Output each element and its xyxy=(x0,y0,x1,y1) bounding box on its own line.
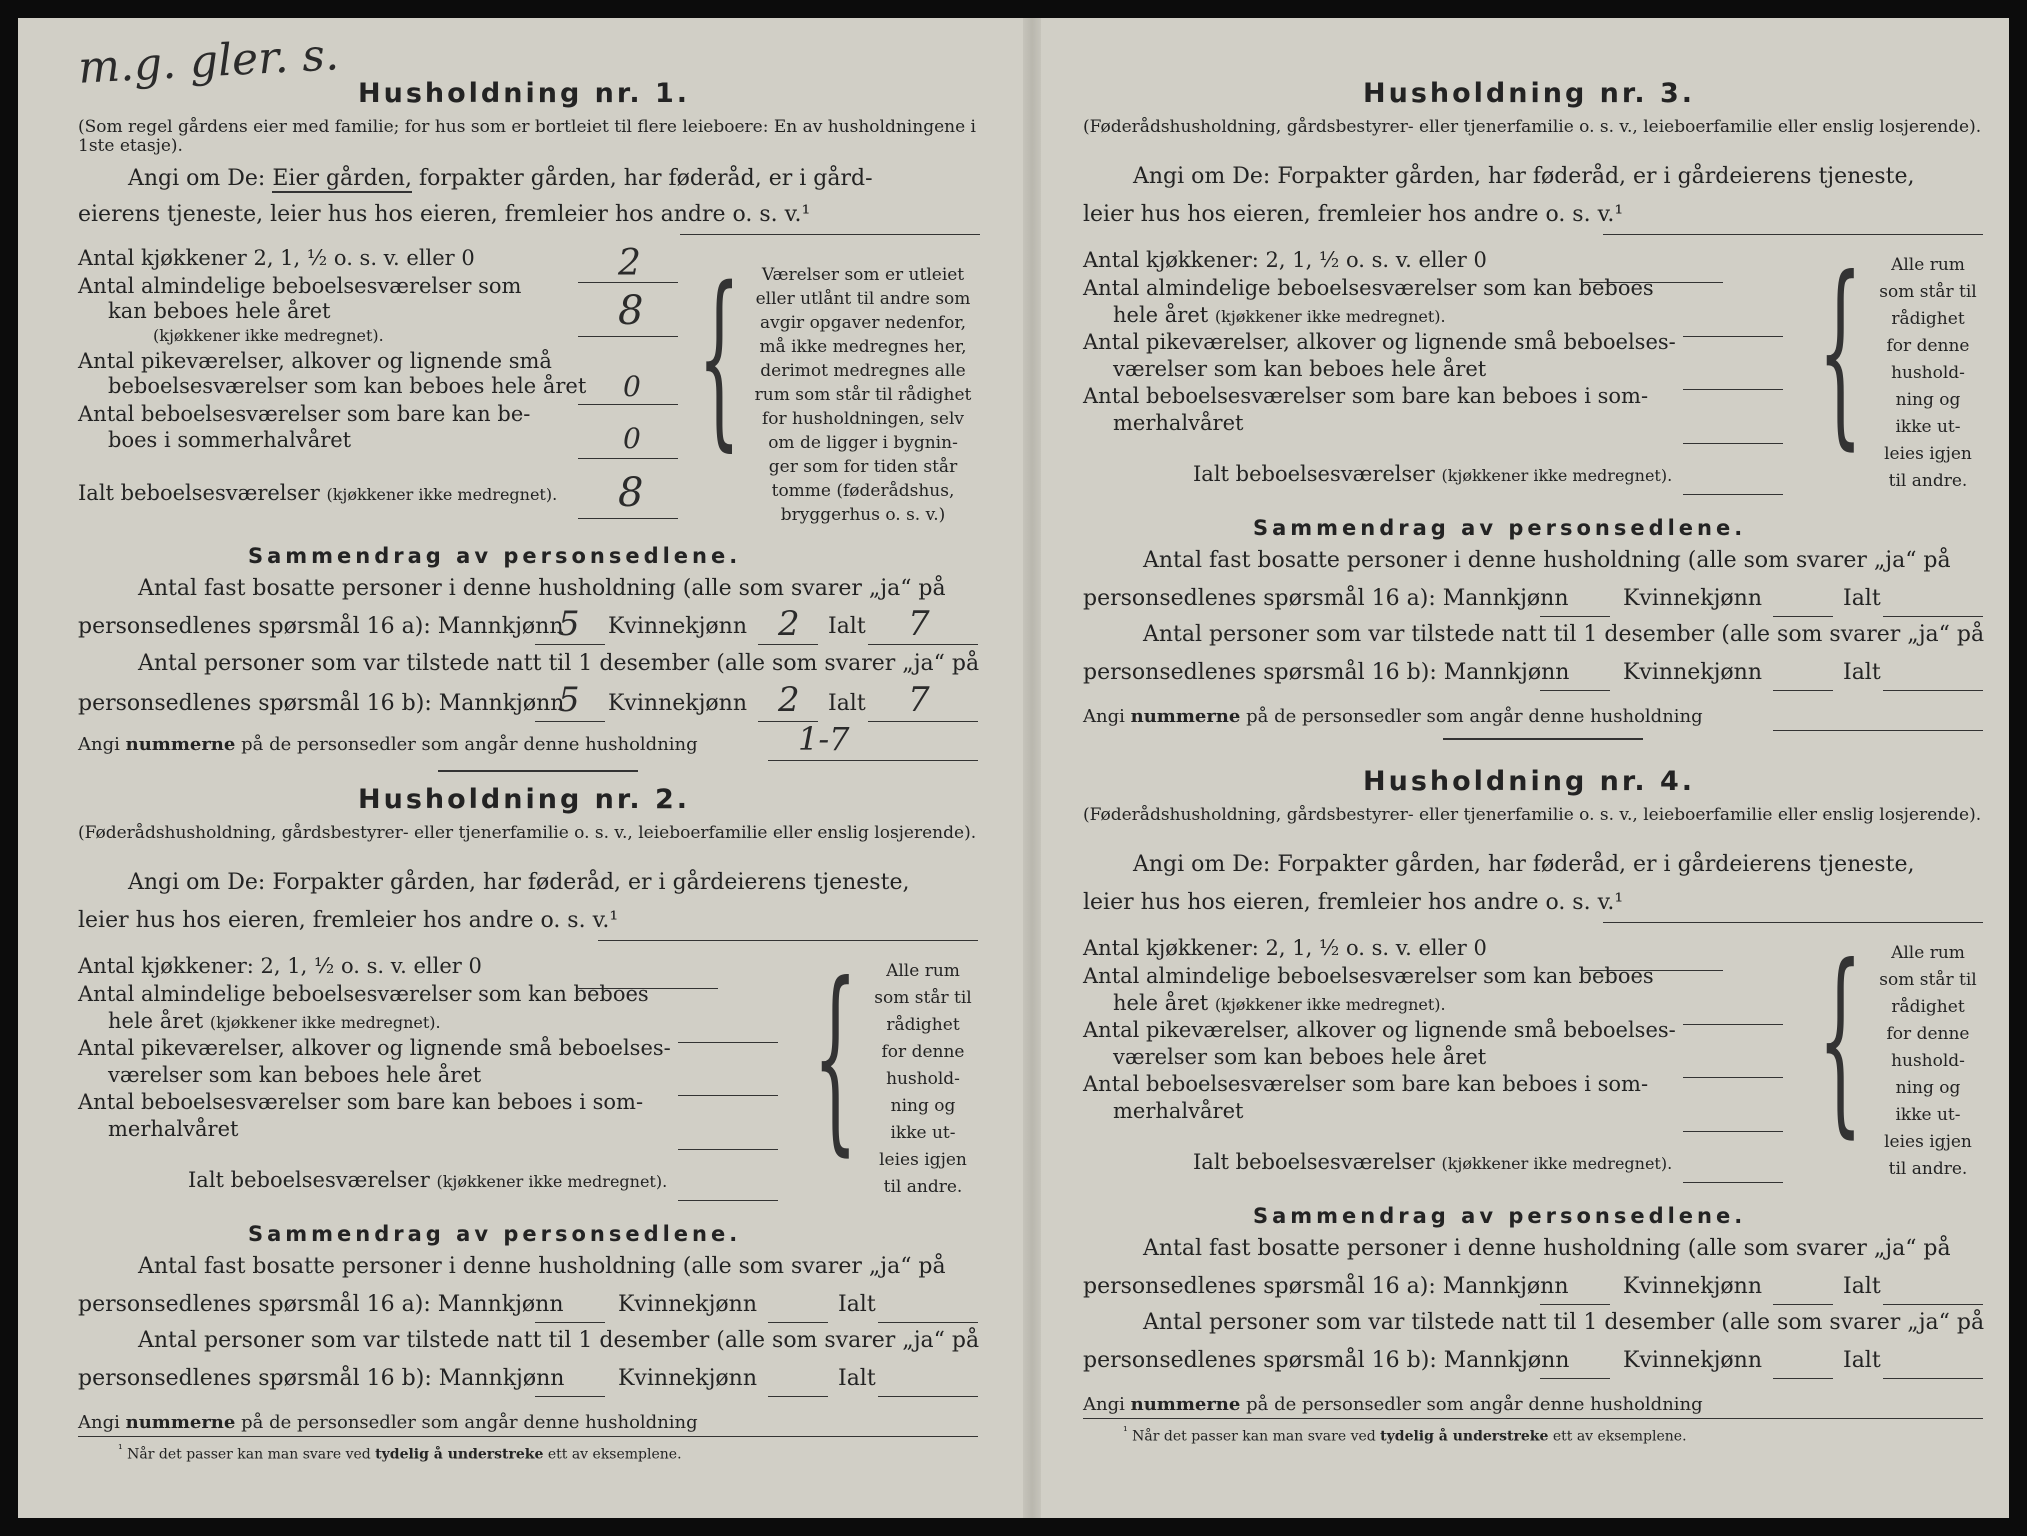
small-rooms-label-2: værelser som kan beboes hele året xyxy=(1113,1045,1487,1069)
q16b-female-value: 2 xyxy=(778,680,800,720)
numbers-angi: Angi xyxy=(1083,1394,1125,1415)
side-brace: { xyxy=(1818,923,1863,1156)
angi-fill-line[interactable] xyxy=(680,208,980,235)
angi-line-2: eierens tjeneste, leier hus hos eieren, fremleier hos andre o. s. v.¹ xyxy=(78,202,811,227)
angi-fill-line[interactable] xyxy=(1603,896,1983,923)
left-page xyxy=(58,18,1018,1518)
q16a-line-2 xyxy=(1083,1276,1569,1298)
q16b-female-field[interactable] xyxy=(1773,1352,1833,1379)
household-title: Husholdning nr. 3. xyxy=(1363,78,1696,109)
total-rooms-label xyxy=(188,1170,667,1191)
numbers-text: på de personsedler som angår denne husholdning xyxy=(1246,706,1703,727)
q16b-label: personsedlenes spørsmål 16 b): xyxy=(78,691,432,716)
angi-line-1: Angi om De: Forpakter gården, har føderåd, er i gårdeierens tjeneste, xyxy=(128,870,910,895)
summary-title: Sammendrag av personsedlene. xyxy=(248,1222,742,1246)
q16a-label: personsedlenes spørsmål 16 a): xyxy=(78,1292,431,1317)
ordinary-rooms-label-2 xyxy=(1113,993,1446,1014)
page-fold xyxy=(1023,18,1041,1518)
q16b-total-field[interactable] xyxy=(1883,664,1983,691)
footnote xyxy=(1123,1424,1687,1445)
q16b-label: personsedlenes spørsmål 16 b): xyxy=(1083,1348,1437,1373)
total-rooms-text: Ialt beboelsesværelser xyxy=(78,481,320,505)
numbers-line xyxy=(78,1414,698,1432)
hele-aret: hele året xyxy=(108,1009,204,1033)
side-note-line: leies igjen xyxy=(879,1150,967,1170)
ordinary-rooms-value: 8 xyxy=(618,288,644,334)
footnote-mark: ¹ xyxy=(1123,1424,1128,1438)
total-label: Ialt xyxy=(1843,1348,1881,1373)
numbers-bold: nummerne xyxy=(1130,706,1241,727)
side-note-line: Alle rum xyxy=(1891,943,1965,963)
handwritten-header: m.g. gler. s. xyxy=(76,29,341,94)
numbers-field[interactable] xyxy=(768,1410,978,1437)
numbers-angi: Angi xyxy=(1083,706,1125,727)
total-label: Ialt xyxy=(828,614,866,639)
q16b-label: personsedlenes spørsmål 16 b): xyxy=(78,1366,432,1391)
household-separator xyxy=(438,770,638,772)
footnote-text-bold: tydelig å understreke xyxy=(375,1446,544,1463)
q16b-total-value: 7 xyxy=(908,680,930,720)
ordinary-rooms-label-2 xyxy=(1113,305,1446,326)
household-3 xyxy=(1063,80,2023,770)
side-note-line: som står til xyxy=(1879,282,1977,302)
summer-rooms-label: Antal beboelsesværelser som bare kan beboes i som- xyxy=(78,1090,644,1114)
summer-rooms-value: 0 xyxy=(623,422,641,455)
q16a-male-field[interactable] xyxy=(1540,590,1610,617)
q16b-label: personsedlenes spørsmål 16 b): xyxy=(1083,660,1437,685)
total-rooms-value: 8 xyxy=(618,470,644,516)
female-label: Kvinnekjønn xyxy=(1623,1348,1762,1373)
ordinary-rooms-field[interactable] xyxy=(1683,998,1783,1025)
household-title: Husholdning nr. 4. xyxy=(1363,766,1696,797)
side-note-line: for husholdningen, selv xyxy=(761,409,965,429)
numbers-field[interactable] xyxy=(1773,704,1983,731)
side-note-line: ning og xyxy=(1895,1078,1961,1098)
household-title: Husholdning nr. 1. xyxy=(358,78,691,109)
footnote-text-a: Når det passer kan man svare ved xyxy=(1132,1428,1376,1445)
summer-rooms-label-2: merhalvåret xyxy=(108,1117,239,1141)
numbers-field[interactable] xyxy=(1773,1392,1983,1419)
female-label: Kvinnekjønn xyxy=(618,1366,757,1391)
total-rooms-note: (kjøkkener ikke medregnet). xyxy=(326,485,558,504)
side-note-line: rådighet xyxy=(1891,997,1965,1017)
household-note: (Føderådshusholdning, gårdsbestyrer- eller tjenerfamilie o. s. v., leieboerfamilie eller enslig losjerende). xyxy=(1083,805,1982,825)
q16b-line-1: Antal personer som var tilstede natt til 1 desember (alle som svarer „ja“ på xyxy=(138,651,980,676)
total-rooms-text: Ialt beboelsesværelser xyxy=(1193,1150,1435,1174)
q16a-total-field[interactable] xyxy=(1883,590,1983,617)
summer-rooms-label: Antal beboelsesværelser som bare kan beboes i som- xyxy=(1083,1072,1649,1096)
side-note-line: leies igjen xyxy=(1884,1132,1972,1152)
total-label: Ialt xyxy=(1843,660,1881,685)
kitchen-note: (kjøkkener ikke medregnet). xyxy=(1214,307,1446,326)
q16a-line-1: Antal fast bosatte personer i denne husholdning (alle som svarer „ja“ på xyxy=(1143,548,1951,573)
footnote-text-a: Når det passer kan man svare ved xyxy=(127,1446,371,1463)
angi-lead: Angi om De: xyxy=(128,166,266,191)
side-note-line: til andre. xyxy=(1888,471,1968,491)
male-label: Mannkjønn xyxy=(1442,586,1569,611)
q16a-total-field[interactable] xyxy=(878,1296,978,1323)
angi-line-1: Angi om De: Forpakter gården, har føderåd, er i gårdeierens tjeneste, xyxy=(1133,164,1915,189)
side-note-line: som står til xyxy=(874,988,972,1008)
total-rooms-text: Ialt beboelsesværelser xyxy=(1193,462,1435,486)
q16a-label: personsedlenes spørsmål 16 a): xyxy=(1083,586,1436,611)
q16a-female-field[interactable] xyxy=(1773,590,1833,617)
angi-line-2: leier hus hos eieren, fremleier hos andre o. s. v.¹ xyxy=(1083,202,1624,227)
q16a-female-value: 2 xyxy=(778,604,800,644)
numbers-line xyxy=(1083,1396,1703,1414)
male-label: Mannkjønn xyxy=(1443,1348,1570,1373)
small-rooms-label: Antal pikeværelser, alkover og lignende små beboelses- xyxy=(78,1036,671,1060)
small-rooms-field[interactable] xyxy=(1683,363,1783,390)
household-note: (Føderådshusholdning, gårdsbestyrer- eller tjenerfamilie o. s. v., leieboerfamilie eller enslig losjerende). xyxy=(78,823,977,843)
small-rooms-value: 0 xyxy=(623,370,641,403)
side-note-line: for denne xyxy=(881,1042,965,1062)
summary-title: Sammendrag av personsedlene. xyxy=(1253,1204,1747,1228)
summer-rooms-label: Antal beboelsesværelser som bare kan beboes i som- xyxy=(1083,384,1649,408)
q16a-label: personsedlenes spørsmål 16 a): xyxy=(1083,1274,1436,1299)
kitchens-label: Antal kjøkkener: 2, 1, ½ o. s. v. eller 0 xyxy=(1083,936,1487,960)
census-form-sheet xyxy=(18,18,2009,1518)
footnote-rule xyxy=(1083,1418,1983,1419)
female-label: Kvinnekjønn xyxy=(1623,1274,1762,1299)
q16a-female-field[interactable] xyxy=(768,1296,828,1323)
female-label: Kvinnekjønn xyxy=(608,691,747,716)
q16b-female-field[interactable] xyxy=(768,1370,828,1397)
side-note-line: Alle rum xyxy=(1891,255,1965,275)
numbers-text: på de personsedler som angår denne husholdning xyxy=(241,1412,698,1433)
side-note-line: ikke ut- xyxy=(1895,417,1961,437)
household-note: (Føderådshusholdning, gårdsbestyrer- eller tjenerfamilie o. s. v., leieboerfamilie eller enslig losjerende). xyxy=(1083,117,1982,137)
total-label: Ialt xyxy=(838,1292,876,1317)
side-note xyxy=(858,958,988,1201)
small-rooms-label: Antal pikeværelser, alkover og lignende små beboelses- xyxy=(1083,1018,1676,1042)
numbers-angi: Angi xyxy=(78,734,120,755)
hele-aret: hele året xyxy=(1113,303,1209,327)
q16a-line-1: Antal fast bosatte personer i denne husholdning (alle som svarer „ja“ på xyxy=(1143,1236,1951,1261)
q16b-male-value: 5 xyxy=(558,680,580,720)
ordinary-rooms-note: (kjøkkener ikke medregnet). xyxy=(153,326,384,345)
numbers-value: 1-7 xyxy=(798,720,850,758)
kitchen-note: (kjøkkener ikke medregnet). xyxy=(1214,995,1446,1014)
ordinary-rooms-label-2 xyxy=(108,1011,441,1032)
q16b-line-1: Antal personer som var tilstede natt til 1 desember (alle som svarer „ja“ på xyxy=(1143,622,1985,647)
angi-line-2: leier hus hos eieren, fremleier hos andre o. s. v.¹ xyxy=(78,908,619,933)
side-note-line: eller utlånt til andre som xyxy=(755,289,971,309)
q16a-label: personsedlenes spørsmål 16 a): xyxy=(78,614,431,639)
side-note-line: rådighet xyxy=(1891,309,1965,329)
numbers-bold: nummerne xyxy=(125,734,236,755)
footnote-text-c: ett av eksemplene. xyxy=(1552,1428,1687,1445)
household-1 xyxy=(58,18,1018,758)
summer-rooms-label-2: merhalvåret xyxy=(1113,1099,1244,1123)
side-note-line: til andre. xyxy=(1888,1159,1968,1179)
total-rooms-text: Ialt beboelsesværelser xyxy=(188,1168,430,1192)
q16a-male-field[interactable] xyxy=(535,1296,605,1323)
female-label: Kvinnekjønn xyxy=(618,1292,757,1317)
q16b-male-field[interactable] xyxy=(535,1370,605,1397)
ordinary-rooms-label: Antal almindelige beboelsesværelser som xyxy=(78,274,522,298)
side-note-line: for denne xyxy=(1886,1024,1970,1044)
numbers-text: på de personsedler som angår denne husholdning xyxy=(1246,1394,1703,1415)
numbers-bold: nummerne xyxy=(125,1412,236,1433)
side-note xyxy=(1863,252,1993,495)
side-note-line: som står til xyxy=(1879,970,1977,990)
male-label: Mannkjønn xyxy=(437,1292,564,1317)
small-rooms-label: Antal pikeværelser, alkover og lignende små beboelses- xyxy=(1083,330,1676,354)
side-note xyxy=(1863,940,1993,1183)
ordinary-rooms-label-2: kan beboes hele året xyxy=(108,299,331,323)
male-label: Mannkjønn xyxy=(438,691,565,716)
total-rooms-label xyxy=(1193,464,1672,485)
side-note xyxy=(738,263,988,527)
small-rooms-label-2: beboelsesværelser som kan beboes hele året xyxy=(108,374,587,398)
male-label: Mannkjønn xyxy=(1442,1274,1569,1299)
q16a-total-value: 7 xyxy=(908,604,930,644)
q16b-line-2 xyxy=(78,1368,564,1390)
ordinary-rooms-field[interactable] xyxy=(1683,310,1783,337)
q16b-line-1: Antal personer som var tilstede natt til 1 desember (alle som svarer „ja“ på xyxy=(1143,1310,1985,1335)
side-brace: { xyxy=(813,941,858,1174)
q16b-line-2 xyxy=(1083,662,1569,684)
side-note-line: bryggerhus o. s. v.) xyxy=(780,505,946,525)
total-rooms-field[interactable] xyxy=(678,1174,778,1201)
kitchens-label: Antal kjøkkener: 2, 1, ½ o. s. v. eller 0 xyxy=(78,954,482,978)
side-note-line: leies igjen xyxy=(1884,444,1972,464)
q16a-line-1: Antal fast bosatte personer i denne husholdning (alle som svarer „ja“ på xyxy=(138,1254,946,1279)
female-label: Kvinnekjønn xyxy=(1623,586,1762,611)
side-note-line: ikke ut- xyxy=(890,1123,956,1143)
ordinary-rooms-label: Antal almindelige beboelsesværelser som kan beboes xyxy=(1083,964,1654,988)
summary-title: Sammendrag av personsedlene. xyxy=(248,544,742,568)
total-rooms-label xyxy=(1193,1152,1672,1173)
summer-rooms-label-2: boes i sommerhalvåret xyxy=(108,428,352,452)
household-title: Husholdning nr. 2. xyxy=(358,784,691,815)
footnote-rule xyxy=(78,1436,978,1437)
total-rooms-field[interactable] xyxy=(1683,1156,1783,1183)
side-note-line: må ikke medregnes her, xyxy=(759,337,967,357)
total-label: Ialt xyxy=(1843,586,1881,611)
summer-rooms-field[interactable] xyxy=(1683,417,1783,444)
angi-line-1 xyxy=(128,168,873,190)
q16a-female-field[interactable] xyxy=(1773,1278,1833,1305)
household-separator xyxy=(1443,738,1643,740)
q16b-total-field[interactable] xyxy=(1883,1352,1983,1379)
ordinary-rooms-label: Antal almindelige beboelsesværelser som kan beboes xyxy=(78,982,649,1006)
side-note-line: ning og xyxy=(890,1096,956,1116)
angi-options: forpakter gården, har føderåd, er i gård- xyxy=(418,166,873,191)
numbers-bold: nummerne xyxy=(1130,1394,1241,1415)
side-note-line: ger som for tiden står xyxy=(768,457,958,477)
male-label: Mannkjønn xyxy=(438,1366,565,1391)
side-note-line: ikke ut- xyxy=(1895,1105,1961,1125)
side-note-line: rum som står til rådighet xyxy=(754,385,972,405)
summer-rooms-field[interactable] xyxy=(678,1123,778,1150)
q16b-line-2 xyxy=(1083,1350,1569,1372)
side-note-line: for denne xyxy=(1886,336,1970,356)
q16b-line-2 xyxy=(78,693,564,715)
side-note-line: derimot medregnes alle xyxy=(760,361,966,381)
total-label: Ialt xyxy=(1843,1274,1881,1299)
side-note-line: Værelser som er utleiet xyxy=(761,265,965,285)
angi-fill-line[interactable] xyxy=(598,914,978,941)
kitchen-note: (kjøkkener ikke medregnet). xyxy=(209,1013,441,1032)
side-note-line: til andre. xyxy=(883,1177,963,1197)
angi-line-1: Angi om De: Forpakter gården, har føderåd, er i gårdeierens tjeneste, xyxy=(1133,852,1915,877)
male-label: Mannkjønn xyxy=(437,614,564,639)
side-note-line: hushold- xyxy=(1891,1051,1965,1071)
small-rooms-field[interactable] xyxy=(1683,1051,1783,1078)
side-note-line: Alle rum xyxy=(886,961,960,981)
total-label: Ialt xyxy=(838,1366,876,1391)
side-note-line: hushold- xyxy=(1891,363,1965,383)
q16b-male-field[interactable] xyxy=(1540,664,1610,691)
angi-answer-underlined: Eier gården, xyxy=(272,166,412,191)
small-rooms-label-2: værelser som kan beboes hele året xyxy=(108,1063,482,1087)
numbers-line xyxy=(78,736,698,754)
total-label: Ialt xyxy=(828,691,866,716)
q16b-line-1: Antal personer som var tilstede natt til 1 desember (alle som svarer „ja“ på xyxy=(138,1328,980,1353)
q16a-line-2 xyxy=(78,616,564,638)
q16a-line-1: Antal fast bosatte personer i denne husholdning (alle som svarer „ja“ på xyxy=(138,576,946,601)
kitchens-label: Antal kjøkkener 2, 1, ½ o. s. v. eller 0 xyxy=(78,246,475,270)
numbers-text: på de personsedler som angår denne husholdning xyxy=(241,734,698,755)
female-label: Kvinnekjønn xyxy=(1623,660,1762,685)
numbers-angi: Angi xyxy=(78,1412,120,1433)
summer-rooms-field[interactable] xyxy=(1683,1105,1783,1132)
footnote-text-bold: tydelig å understreke xyxy=(1380,1428,1549,1445)
angi-fill-line[interactable] xyxy=(1603,208,1983,235)
side-note-line: ning og xyxy=(1895,390,1961,410)
small-rooms-label: Antal pikeværelser, alkover og lignende små xyxy=(78,349,552,373)
kitchens-value: 2 xyxy=(618,243,641,284)
side-note-line: om de ligger i bygnin- xyxy=(768,433,958,453)
small-rooms-label-2: værelser som kan beboes hele året xyxy=(1113,357,1487,381)
total-rooms-field[interactable] xyxy=(1683,468,1783,495)
q16a-male-field[interactable] xyxy=(1540,1278,1610,1305)
footnote xyxy=(118,1442,682,1463)
q16a-line-2 xyxy=(78,1294,564,1316)
small-rooms-field[interactable] xyxy=(678,1069,778,1096)
kitchens-label: Antal kjøkkener: 2, 1, ½ o. s. v. eller 0 xyxy=(1083,248,1487,272)
side-note-line: rådighet xyxy=(886,1015,960,1035)
side-note-line: avgir opgaver nedenfor, xyxy=(759,313,966,333)
side-brace: { xyxy=(698,247,741,468)
summer-rooms-label: Antal beboelsesværelser som bare kan be- xyxy=(78,402,531,426)
ordinary-rooms-label: Antal almindelige beboelsesværelser som kan beboes xyxy=(1083,276,1654,300)
summary-title: Sammendrag av personsedlene. xyxy=(1253,516,1747,540)
household-note: (Som regel gårdens eier med familie; for hus som er bortleiet til flere leieboere: En av husholdningene i 1ste etasje). xyxy=(78,117,976,156)
q16b-female-field[interactable] xyxy=(1773,664,1833,691)
total-rooms-label xyxy=(78,483,557,504)
hele-aret: hele året xyxy=(1113,991,1209,1015)
side-note-line: tomme (føderådshus, xyxy=(771,481,955,501)
summer-rooms-label-2: merhalvåret xyxy=(1113,411,1244,435)
q16b-total-field[interactable] xyxy=(878,1370,978,1397)
right-page xyxy=(1063,18,2023,1518)
side-note-line: hushold- xyxy=(886,1069,960,1089)
q16b-male-field[interactable] xyxy=(1540,1352,1610,1379)
male-label: Mannkjønn xyxy=(1443,660,1570,685)
footnote-mark: ¹ xyxy=(118,1442,123,1456)
household-4 xyxy=(1063,768,2023,1458)
total-rooms-note: (kjøkkener ikke medregnet). xyxy=(436,1172,668,1191)
total-rooms-note: (kjøkkener ikke medregnet). xyxy=(1441,1154,1673,1173)
footnote-text-c: ett av eksemplene. xyxy=(547,1446,682,1463)
q16a-male-value: 5 xyxy=(558,604,580,644)
numbers-line xyxy=(1083,708,1703,726)
side-brace: { xyxy=(1818,235,1863,468)
q16a-line-2 xyxy=(1083,588,1569,610)
female-label: Kvinnekjønn xyxy=(608,614,747,639)
q16a-total-field[interactable] xyxy=(1883,1278,1983,1305)
ordinary-rooms-field[interactable] xyxy=(678,1016,778,1043)
angi-line-2: leier hus hos eieren, fremleier hos andre o. s. v.¹ xyxy=(1083,890,1624,915)
total-rooms-note: (kjøkkener ikke medregnet). xyxy=(1441,466,1673,485)
household-2 xyxy=(58,786,1018,1476)
